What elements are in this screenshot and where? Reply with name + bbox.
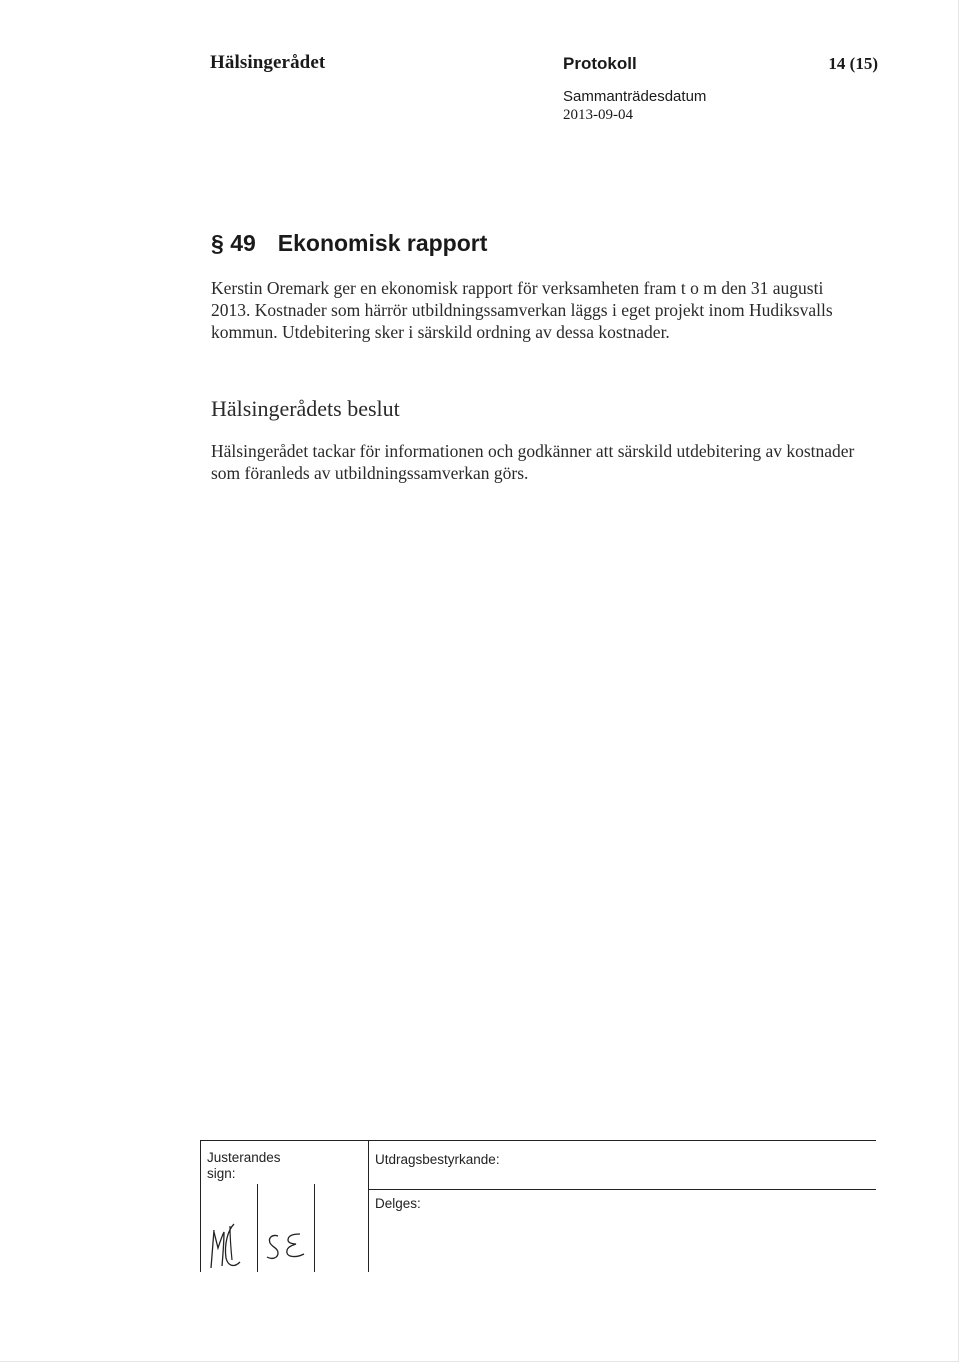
- section-paragraph: Kerstin Oremark ger en ekonomisk rapport för verksamheten fram t o m den 31 augusti 2013. Kostnader som härrör utbildningssamverkan läggs i eget projekt inom Hudiksvalls kommun. Utdebitering sker i särskild ordning av dessa kostnader.: [211, 278, 833, 342]
- table-right-rule: [368, 1189, 876, 1190]
- section-heading: [211, 230, 487, 257]
- organization-name: Hälsingerådet: [210, 52, 326, 73]
- section-title: Ekonomisk rapport: [277, 230, 488, 256]
- section-symbol: §: [211, 230, 224, 256]
- page-number: 14 (15): [828, 54, 878, 73]
- decision-paragraph: Hälsingerådet tackar för informationen och godkänner att särskild utdebitering av kostnader som föranleds av utbildningssamverkan görs.: [211, 441, 855, 483]
- meeting-date: 2013-09-04: [563, 107, 633, 123]
- section-number: 49: [230, 230, 256, 256]
- distribution-label: Delges:: [375, 1196, 421, 1211]
- meeting-date-label: Sammanträdesdatum: [563, 88, 707, 105]
- signature-table: [200, 1140, 876, 1272]
- decision-heading: Hälsingerådets beslut: [211, 396, 400, 421]
- table-middle-rule: [368, 1140, 369, 1272]
- handwritten-initials: [200, 1140, 368, 1272]
- extract-certify-label: Utdragsbestyrkande:: [375, 1152, 500, 1167]
- adjusters-label: Justerandes sign:: [207, 1150, 281, 1181]
- document-type: Protokoll: [563, 54, 637, 73]
